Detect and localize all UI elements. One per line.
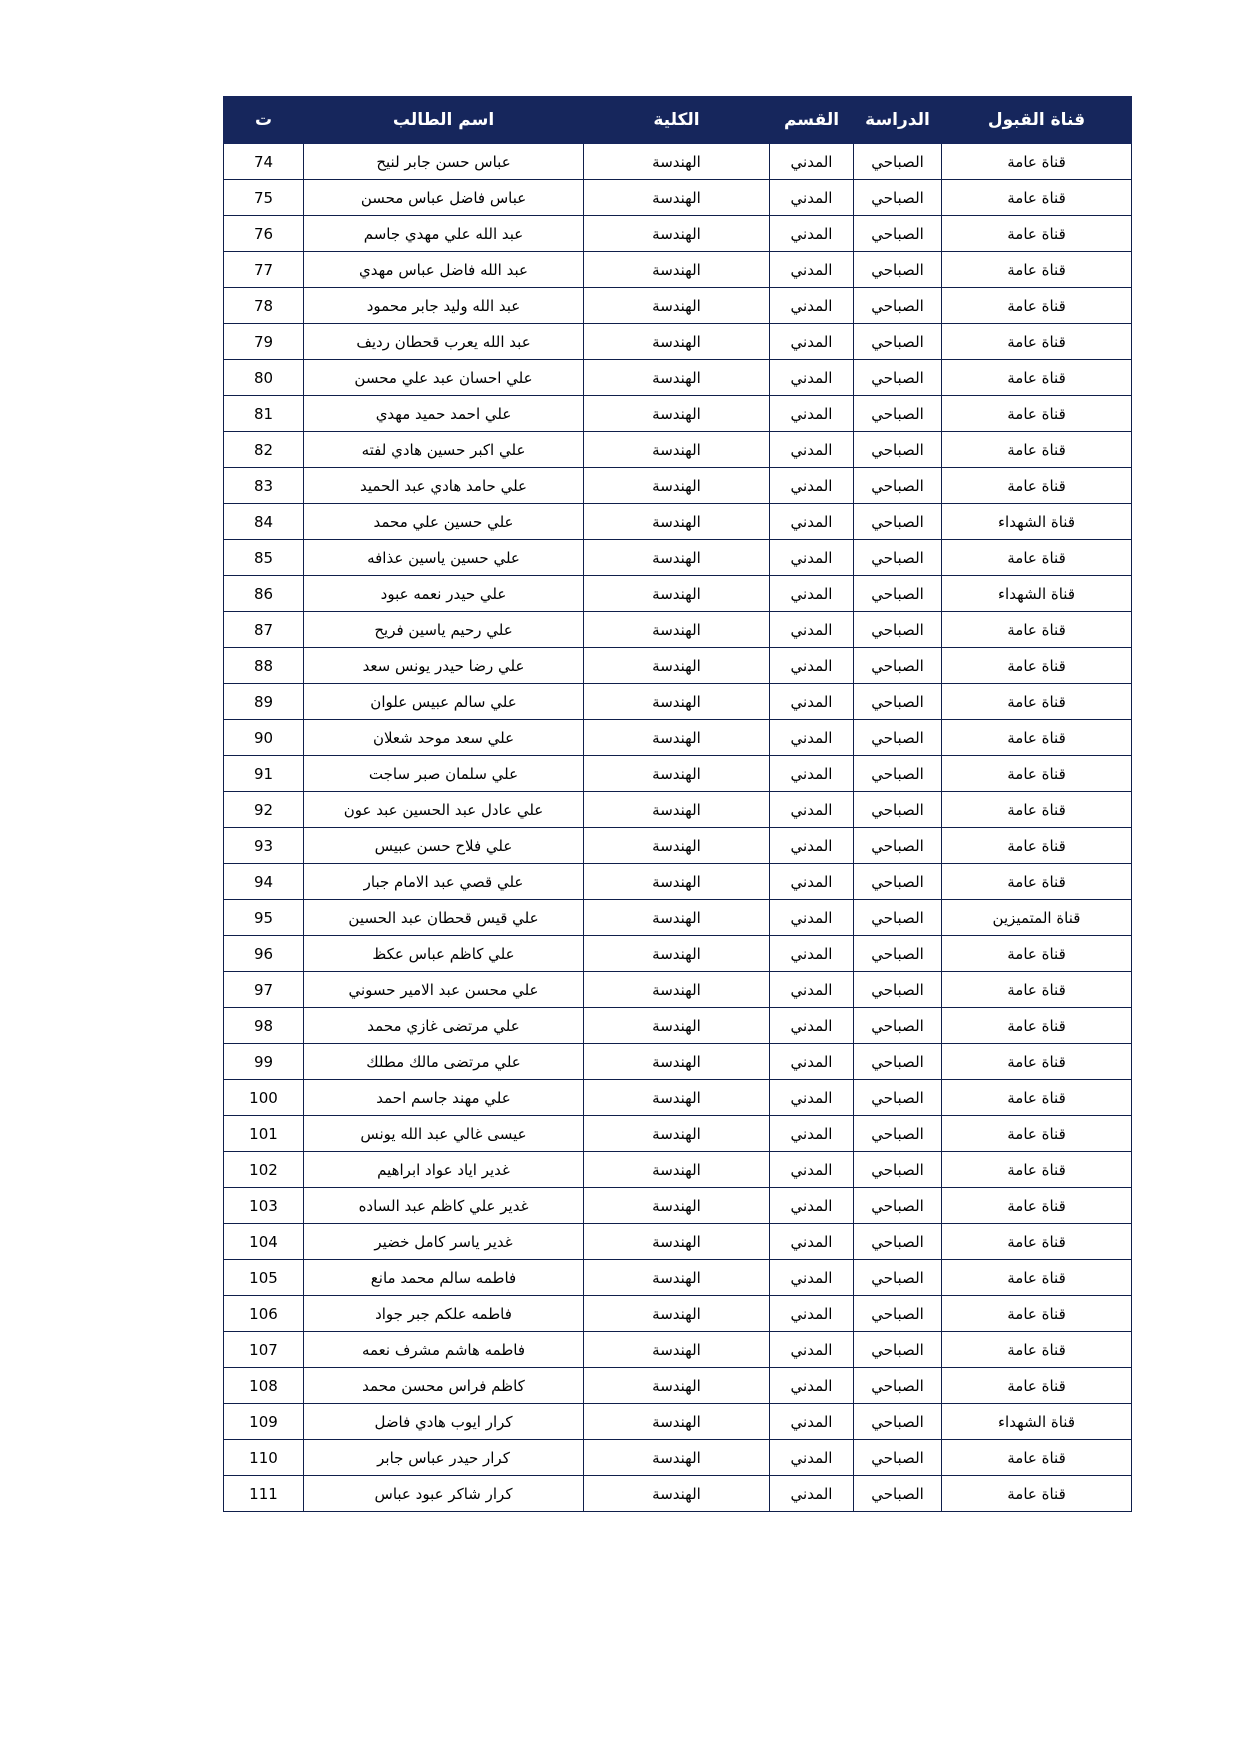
cell-study: الصباحي	[854, 648, 942, 684]
cell-index: 77	[224, 252, 304, 288]
table-row	[224, 684, 1132, 720]
cell-department: المدني	[770, 756, 854, 792]
cell-student-name: كرار ايوب هادي فاضل	[304, 1404, 584, 1440]
cell-college: الهندسة	[584, 936, 770, 972]
table-row	[224, 1008, 1132, 1044]
cell-study: الصباحي	[854, 1476, 942, 1512]
cell-department: المدني	[770, 1008, 854, 1044]
cell-study: الصباحي	[854, 792, 942, 828]
cell-department: المدني	[770, 900, 854, 936]
cell-college: الهندسة	[584, 1476, 770, 1512]
cell-college: الهندسة	[584, 828, 770, 864]
cell-college: الهندسة	[584, 756, 770, 792]
cell-channel: قناة عامة	[942, 756, 1132, 792]
cell-student-name: علي حسين ياسين عذافه	[304, 540, 584, 576]
cell-department: المدني	[770, 1188, 854, 1224]
cell-department: المدني	[770, 252, 854, 288]
cell-student-name: علي احسان عبد علي محسن	[304, 360, 584, 396]
cell-department: المدني	[770, 324, 854, 360]
table-row	[224, 1188, 1132, 1224]
cell-channel: قناة عامة	[942, 216, 1132, 252]
table-row	[224, 396, 1132, 432]
header-row	[224, 97, 1132, 144]
cell-department: المدني	[770, 648, 854, 684]
cell-student-name: عبد الله علي مهدي جاسم	[304, 216, 584, 252]
cell-student-name: عبد الله فاضل عباس مهدي	[304, 252, 584, 288]
column-header-college: الكلية	[584, 97, 770, 144]
cell-channel: قناة عامة	[942, 180, 1132, 216]
cell-channel: قناة عامة	[942, 1296, 1132, 1332]
cell-index: 103	[224, 1188, 304, 1224]
cell-student-name: علي مرتضى غازي محمد	[304, 1008, 584, 1044]
cell-student-name: علي حامد هادي عبد الحميد	[304, 468, 584, 504]
table-row	[224, 468, 1132, 504]
cell-department: المدني	[770, 180, 854, 216]
cell-channel: قناة الشهداء	[942, 576, 1132, 612]
table-row	[224, 612, 1132, 648]
table-row	[224, 252, 1132, 288]
cell-channel: قناة عامة	[942, 684, 1132, 720]
table-header	[224, 97, 1132, 144]
cell-student-name: علي حسين علي محمد	[304, 504, 584, 540]
cell-student-name: فاطمه هاشم مشرف نعمه	[304, 1332, 584, 1368]
cell-channel: قناة عامة	[942, 1224, 1132, 1260]
cell-college: الهندسة	[584, 540, 770, 576]
cell-study: الصباحي	[854, 1116, 942, 1152]
cell-index: 81	[224, 396, 304, 432]
cell-student-name: فاطمه علكم جبر جواد	[304, 1296, 584, 1332]
cell-student-name: علي مرتضى مالك مطلك	[304, 1044, 584, 1080]
cell-index: 92	[224, 792, 304, 828]
cell-department: المدني	[770, 1044, 854, 1080]
cell-study: الصباحي	[854, 900, 942, 936]
cell-department: المدني	[770, 720, 854, 756]
cell-index: 105	[224, 1260, 304, 1296]
cell-department: المدني	[770, 936, 854, 972]
cell-study: الصباحي	[854, 288, 942, 324]
cell-department: المدني	[770, 576, 854, 612]
cell-study: الصباحي	[854, 1152, 942, 1188]
cell-study: الصباحي	[854, 1044, 942, 1080]
cell-channel: قناة عامة	[942, 360, 1132, 396]
cell-study: الصباحي	[854, 756, 942, 792]
table-row	[224, 504, 1132, 540]
cell-college: الهندسة	[584, 792, 770, 828]
cell-student-name: كاظم فراس محسن محمد	[304, 1368, 584, 1404]
cell-channel: قناة عامة	[942, 612, 1132, 648]
table-row	[224, 1332, 1132, 1368]
cell-student-name: كرار شاكر عبود عباس	[304, 1476, 584, 1512]
cell-college: الهندسة	[584, 180, 770, 216]
cell-study: الصباحي	[854, 468, 942, 504]
table-row	[224, 1224, 1132, 1260]
cell-channel: قناة عامة	[942, 1152, 1132, 1188]
cell-student-name: فاطمه سالم محمد مانع	[304, 1260, 584, 1296]
cell-student-name: علي محسن عبد الامير حسوني	[304, 972, 584, 1008]
cell-channel: قناة عامة	[942, 1332, 1132, 1368]
cell-student-name: علي احمد حميد مهدي	[304, 396, 584, 432]
cell-department: المدني	[770, 1404, 854, 1440]
cell-study: الصباحي	[854, 576, 942, 612]
table-row	[224, 1116, 1132, 1152]
cell-department: المدني	[770, 144, 854, 180]
cell-study: الصباحي	[854, 1188, 942, 1224]
cell-index: 85	[224, 540, 304, 576]
cell-channel: قناة عامة	[942, 1116, 1132, 1152]
cell-college: الهندسة	[584, 504, 770, 540]
table-body	[224, 144, 1132, 1512]
cell-index: 110	[224, 1440, 304, 1476]
table-row	[224, 324, 1132, 360]
cell-index: 82	[224, 432, 304, 468]
cell-college: الهندسة	[584, 1332, 770, 1368]
cell-study: الصباحي	[854, 1260, 942, 1296]
cell-college: الهندسة	[584, 972, 770, 1008]
cell-study: الصباحي	[854, 180, 942, 216]
cell-index: 98	[224, 1008, 304, 1044]
cell-study: الصباحي	[854, 684, 942, 720]
cell-college: الهندسة	[584, 432, 770, 468]
cell-index: 86	[224, 576, 304, 612]
cell-index: 101	[224, 1116, 304, 1152]
table-row	[224, 900, 1132, 936]
cell-student-name: علي قيس قحطان عبد الحسين	[304, 900, 584, 936]
column-header-department: القسم	[770, 97, 854, 144]
cell-index: 84	[224, 504, 304, 540]
column-header-name: اسم الطالب	[304, 97, 584, 144]
cell-student-name: عباس حسن جابر لنيح	[304, 144, 584, 180]
cell-department: المدني	[770, 540, 854, 576]
cell-student-name: غدير علي كاظم عبد الساده	[304, 1188, 584, 1224]
cell-channel: قناة عامة	[942, 1080, 1132, 1116]
cell-college: الهندسة	[584, 468, 770, 504]
cell-index: 91	[224, 756, 304, 792]
cell-department: المدني	[770, 360, 854, 396]
cell-channel: قناة عامة	[942, 252, 1132, 288]
cell-index: 97	[224, 972, 304, 1008]
cell-study: الصباحي	[854, 504, 942, 540]
cell-department: المدني	[770, 1152, 854, 1188]
cell-student-name: علي مهند جاسم احمد	[304, 1080, 584, 1116]
cell-department: المدني	[770, 396, 854, 432]
table-row	[224, 936, 1132, 972]
cell-study: الصباحي	[854, 864, 942, 900]
cell-channel: قناة عامة	[942, 1440, 1132, 1476]
cell-college: الهندسة	[584, 648, 770, 684]
cell-college: الهندسة	[584, 360, 770, 396]
table-row	[224, 216, 1132, 252]
cell-department: المدني	[770, 1224, 854, 1260]
table-row	[224, 1440, 1132, 1476]
cell-channel: قناة عامة	[942, 1368, 1132, 1404]
cell-department: المدني	[770, 828, 854, 864]
cell-index: 93	[224, 828, 304, 864]
cell-index: 79	[224, 324, 304, 360]
cell-channel: قناة عامة	[942, 972, 1132, 1008]
table-row	[224, 1152, 1132, 1188]
cell-study: الصباحي	[854, 1404, 942, 1440]
cell-channel: قناة عامة	[942, 1260, 1132, 1296]
students-table	[223, 96, 1132, 1512]
column-header-study: الدراسة	[854, 97, 942, 144]
cell-student-name: عبد الله وليد جابر محمود	[304, 288, 584, 324]
cell-college: الهندسة	[584, 1152, 770, 1188]
cell-channel: قناة الشهداء	[942, 504, 1132, 540]
cell-college: الهندسة	[584, 216, 770, 252]
cell-college: الهندسة	[584, 1224, 770, 1260]
cell-department: المدني	[770, 1260, 854, 1296]
cell-student-name: علي قصي عبد الامام جبار	[304, 864, 584, 900]
cell-study: الصباحي	[854, 1440, 942, 1476]
cell-index: 95	[224, 900, 304, 936]
cell-study: الصباحي	[854, 396, 942, 432]
cell-student-name: غدير اياد عواد ابراهيم	[304, 1152, 584, 1188]
cell-study: الصباحي	[854, 324, 942, 360]
cell-student-name: علي عادل عبد الحسين عبد عون	[304, 792, 584, 828]
cell-index: 83	[224, 468, 304, 504]
cell-student-name: غدير ياسر كامل خضير	[304, 1224, 584, 1260]
table-row	[224, 1260, 1132, 1296]
table-row	[224, 792, 1132, 828]
table-row	[224, 864, 1132, 900]
cell-index: 75	[224, 180, 304, 216]
cell-study: الصباحي	[854, 360, 942, 396]
cell-channel: قناة عامة	[942, 864, 1132, 900]
cell-index: 100	[224, 1080, 304, 1116]
table-row	[224, 1080, 1132, 1116]
cell-department: المدني	[770, 1296, 854, 1332]
cell-study: الصباحي	[854, 612, 942, 648]
cell-study: الصباحي	[854, 936, 942, 972]
cell-study: الصباحي	[854, 972, 942, 1008]
cell-college: الهندسة	[584, 1188, 770, 1224]
cell-student-name: علي كاظم عباس عكظ	[304, 936, 584, 972]
table-row	[224, 576, 1132, 612]
cell-channel: قناة عامة	[942, 324, 1132, 360]
table-row	[224, 1368, 1132, 1404]
cell-student-name: عباس فاضل عباس محسن	[304, 180, 584, 216]
cell-index: 104	[224, 1224, 304, 1260]
cell-channel: قناة عامة	[942, 1044, 1132, 1080]
cell-department: المدني	[770, 1080, 854, 1116]
cell-department: المدني	[770, 288, 854, 324]
cell-student-name: علي سالم عبيس علوان	[304, 684, 584, 720]
cell-college: الهندسة	[584, 396, 770, 432]
cell-channel: قناة عامة	[942, 648, 1132, 684]
cell-channel: قناة عامة	[942, 1476, 1132, 1512]
cell-index: 109	[224, 1404, 304, 1440]
cell-college: الهندسة	[584, 900, 770, 936]
cell-index: 89	[224, 684, 304, 720]
cell-channel: قناة عامة	[942, 468, 1132, 504]
cell-department: المدني	[770, 432, 854, 468]
table-row	[224, 432, 1132, 468]
cell-department: المدني	[770, 468, 854, 504]
table-row	[224, 1044, 1132, 1080]
cell-student-name: علي اكبر حسين هادي لفته	[304, 432, 584, 468]
cell-index: 111	[224, 1476, 304, 1512]
cell-index: 90	[224, 720, 304, 756]
cell-student-name: علي سعد موحد شعلان	[304, 720, 584, 756]
cell-department: المدني	[770, 1332, 854, 1368]
cell-study: الصباحي	[854, 252, 942, 288]
cell-college: الهندسة	[584, 1368, 770, 1404]
cell-index: 74	[224, 144, 304, 180]
cell-study: الصباحي	[854, 432, 942, 468]
cell-channel: قناة المتميزين	[942, 900, 1132, 936]
cell-study: الصباحي	[854, 828, 942, 864]
table-row	[224, 288, 1132, 324]
cell-index: 102	[224, 1152, 304, 1188]
table-row	[224, 180, 1132, 216]
cell-index: 94	[224, 864, 304, 900]
cell-study: الصباحي	[854, 1008, 942, 1044]
cell-study: الصباحي	[854, 720, 942, 756]
cell-index: 78	[224, 288, 304, 324]
table-row	[224, 1476, 1132, 1512]
cell-college: الهندسة	[584, 1404, 770, 1440]
cell-department: المدني	[770, 1116, 854, 1152]
column-header-index: ت	[224, 97, 304, 144]
table-row	[224, 1296, 1132, 1332]
cell-department: المدني	[770, 792, 854, 828]
cell-study: الصباحي	[854, 1332, 942, 1368]
cell-index: 107	[224, 1332, 304, 1368]
cell-department: المدني	[770, 972, 854, 1008]
cell-study: الصباحي	[854, 1368, 942, 1404]
cell-index: 99	[224, 1044, 304, 1080]
table-row	[224, 828, 1132, 864]
cell-department: المدني	[770, 1440, 854, 1476]
cell-channel: قناة عامة	[942, 396, 1132, 432]
cell-channel: قناة الشهداء	[942, 1404, 1132, 1440]
cell-student-name: علي رضا حيدر يونس سعد	[304, 648, 584, 684]
cell-student-name: علي حيدر نعمه عبود	[304, 576, 584, 612]
cell-index: 108	[224, 1368, 304, 1404]
cell-college: الهندسة	[584, 1116, 770, 1152]
table-row	[224, 648, 1132, 684]
cell-department: المدني	[770, 504, 854, 540]
cell-index: 96	[224, 936, 304, 972]
cell-channel: قناة عامة	[942, 540, 1132, 576]
cell-department: المدني	[770, 684, 854, 720]
table-row	[224, 144, 1132, 180]
cell-department: المدني	[770, 864, 854, 900]
cell-student-name: كرار حيدر عباس جابر	[304, 1440, 584, 1476]
cell-index: 80	[224, 360, 304, 396]
cell-study: الصباحي	[854, 540, 942, 576]
table-row	[224, 540, 1132, 576]
cell-index: 87	[224, 612, 304, 648]
cell-college: الهندسة	[584, 252, 770, 288]
cell-study: الصباحي	[854, 216, 942, 252]
cell-department: المدني	[770, 612, 854, 648]
cell-student-name: علي سلمان صبر ساجت	[304, 756, 584, 792]
cell-study: الصباحي	[854, 1080, 942, 1116]
cell-college: الهندسة	[584, 576, 770, 612]
cell-channel: قناة عامة	[942, 720, 1132, 756]
cell-college: الهندسة	[584, 720, 770, 756]
table-row	[224, 756, 1132, 792]
cell-college: الهندسة	[584, 1296, 770, 1332]
cell-study: الصباحي	[854, 144, 942, 180]
cell-college: الهندسة	[584, 144, 770, 180]
cell-index: 88	[224, 648, 304, 684]
cell-study: الصباحي	[854, 1296, 942, 1332]
cell-college: الهندسة	[584, 684, 770, 720]
table-row	[224, 360, 1132, 396]
cell-channel: قناة عامة	[942, 792, 1132, 828]
cell-student-name: عبد الله يعرب قحطان رديف	[304, 324, 584, 360]
cell-department: المدني	[770, 1476, 854, 1512]
table-row	[224, 720, 1132, 756]
cell-college: الهندسة	[584, 324, 770, 360]
cell-college: الهندسة	[584, 864, 770, 900]
cell-channel: قناة عامة	[942, 1008, 1132, 1044]
cell-study: الصباحي	[854, 1224, 942, 1260]
cell-channel: قناة عامة	[942, 828, 1132, 864]
cell-college: الهندسة	[584, 612, 770, 648]
cell-college: الهندسة	[584, 288, 770, 324]
cell-student-name: عيسى غالي عبد الله يونس	[304, 1116, 584, 1152]
table-row	[224, 972, 1132, 1008]
cell-channel: قناة عامة	[942, 432, 1132, 468]
table-row	[224, 1404, 1132, 1440]
cell-college: الهندسة	[584, 1008, 770, 1044]
cell-channel: قناة عامة	[942, 936, 1132, 972]
cell-channel: قناة عامة	[942, 144, 1132, 180]
cell-college: الهندسة	[584, 1044, 770, 1080]
cell-department: المدني	[770, 216, 854, 252]
cell-student-name: علي فلاح حسن عبيس	[304, 828, 584, 864]
cell-index: 76	[224, 216, 304, 252]
cell-college: الهندسة	[584, 1080, 770, 1116]
cell-index: 106	[224, 1296, 304, 1332]
cell-student-name: علي رحيم ياسين فريح	[304, 612, 584, 648]
cell-college: الهندسة	[584, 1260, 770, 1296]
cell-channel: قناة عامة	[942, 1188, 1132, 1224]
column-header-channel: قناة القبول	[942, 97, 1132, 144]
cell-college: الهندسة	[584, 1440, 770, 1476]
cell-department: المدني	[770, 1368, 854, 1404]
cell-channel: قناة عامة	[942, 288, 1132, 324]
